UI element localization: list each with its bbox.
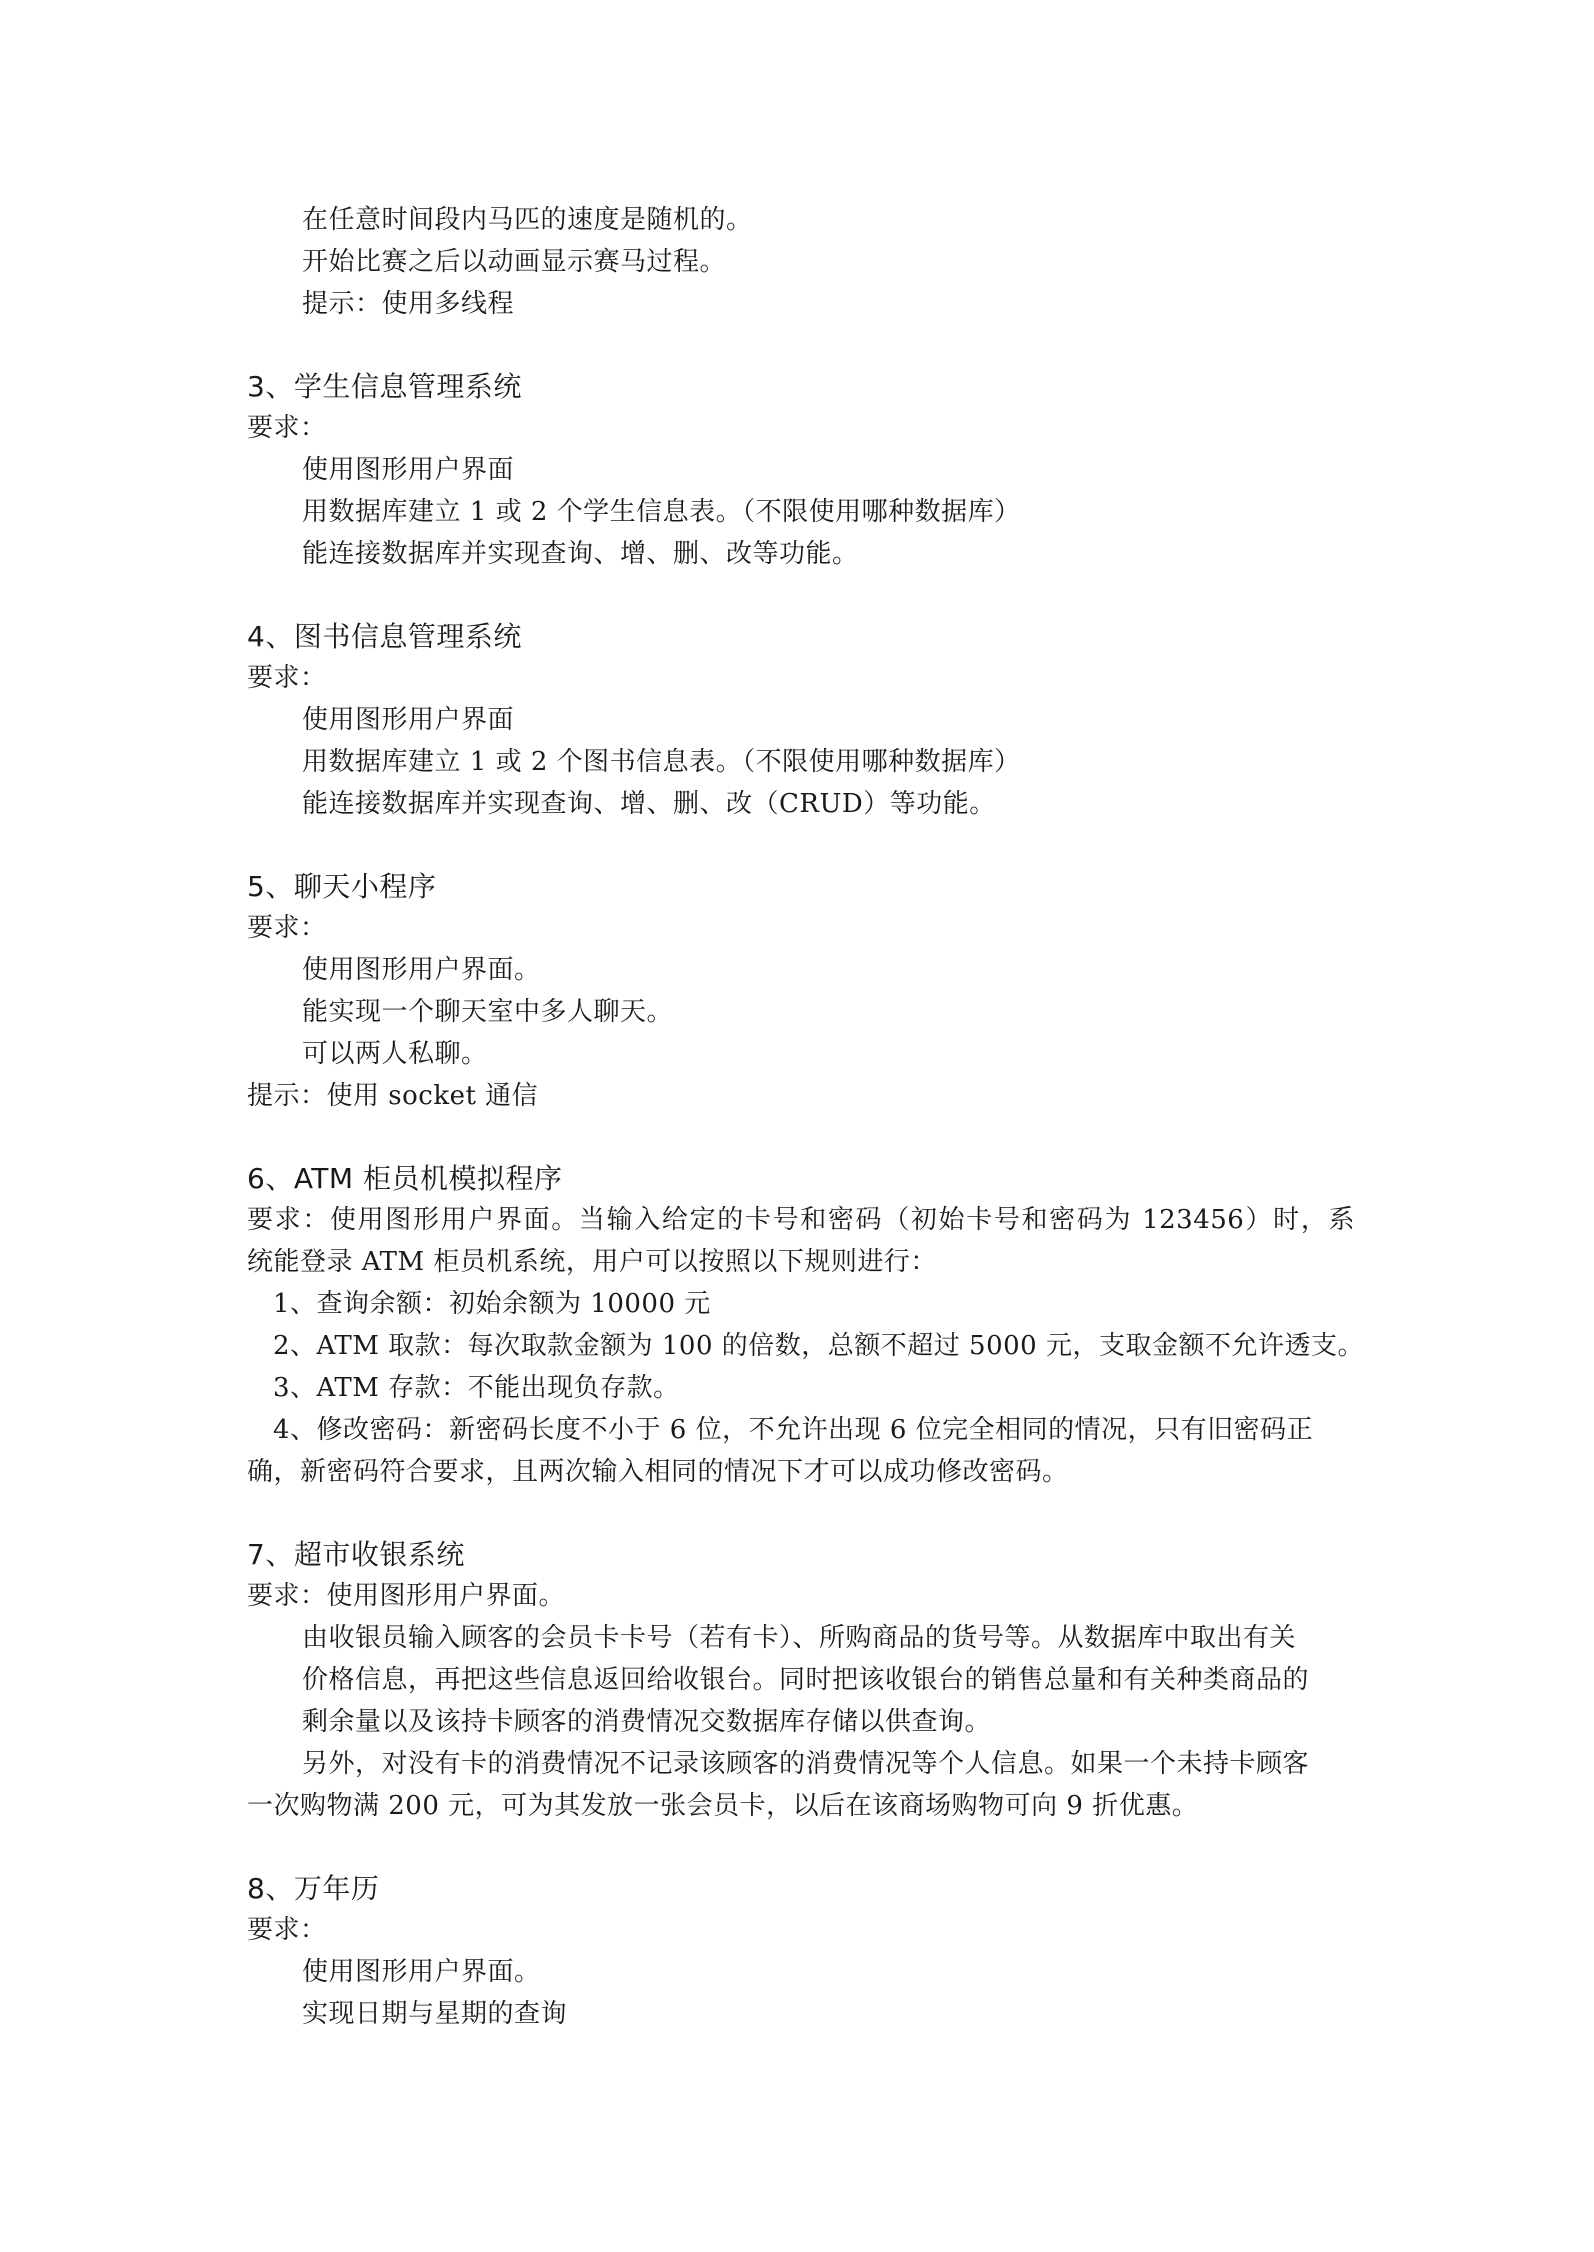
section-8-line: 使用图形用户界面。 — [302, 1957, 541, 1987]
section-5-line: 可以两人私聊。 — [302, 1039, 488, 1069]
section-7-paragraph-line: 另外，对没有卡的消费情况不记录该顾客的消费情况等个人信息。如果一个未持卡顾客 — [302, 1749, 1310, 1779]
section-6-rule-continuation: 确，新密码符合要求，且两次输入相同的情况下才可以成功修改密码。 — [247, 1457, 1069, 1487]
section-3-line: 用数据库建立 1 或 2 个学生信息表。（不限使用哪种数据库） — [302, 497, 1021, 527]
section-7-heading: 7、超市收银系统 — [247, 1538, 465, 1571]
section-5-requirements-label: 要求： — [247, 913, 327, 943]
section-5-line: 使用图形用户界面。 — [302, 955, 541, 985]
section-6-requirements-line: 统能登录 ATM 柜员机系统，用户可以按照以下规则进行： — [247, 1247, 937, 1277]
section-7-paragraph-line: 价格信息，再把这些信息返回给收银台。同时把该收银台的销售总量和有关种类商品的 — [302, 1665, 1310, 1695]
section-4-line: 使用图形用户界面 — [302, 705, 515, 735]
section-8-line: 实现日期与星期的查询 — [302, 1999, 568, 2029]
section-4-heading: 4、图书信息管理系统 — [247, 620, 522, 653]
section-5-heading: 5、聊天小程序 — [247, 870, 437, 903]
section-5-line: 能实现一个聊天室中多人聊天。 — [302, 997, 674, 1027]
section-4-line: 能连接数据库并实现查询、增、删、改（CRUD）等功能。 — [302, 789, 996, 819]
section-5-hint: 提示：使用 socket 通信 — [247, 1081, 539, 1111]
section-4-line: 用数据库建立 1 或 2 个图书信息表。（不限使用哪种数据库） — [302, 747, 1021, 777]
section-6-rule: 4、修改密码：新密码长度不小于 6 位，不允许出现 6 位完全相同的情况，只有旧密码正 — [273, 1415, 1314, 1445]
section-6-heading: 6、ATM 柜员机模拟程序 — [247, 1162, 563, 1195]
section-3-line: 使用图形用户界面 — [302, 455, 515, 485]
section-6-rule: 2、ATM 取款：每次取款金额为 100 的倍数，总额不超过 5000 元，支取金额不允许透支。 — [273, 1331, 1364, 1361]
section-6-rule: 1、查询余额：初始余额为 10000 元 — [273, 1289, 711, 1319]
section-6-requirements-line: 要求：使用图形用户界面。当输入给定的卡号和密码（初始卡号和密码为 123456）时，系 — [247, 1205, 1355, 1235]
section-3-heading: 3、学生信息管理系统 — [247, 370, 522, 403]
section-4-requirements-label: 要求： — [247, 663, 327, 693]
section-8-requirements-label: 要求： — [247, 1915, 327, 1945]
section-3-requirements-label: 要求： — [247, 413, 327, 443]
section-6-rule: 3、ATM 存款：不能出现负存款。 — [273, 1373, 680, 1403]
intro-hint: 提示：使用多线程 — [302, 289, 515, 319]
intro-line: 在任意时间段内马匹的速度是随机的。 — [302, 205, 753, 235]
intro-line: 开始比赛之后以动画显示赛马过程。 — [302, 247, 727, 277]
section-7-paragraph-line: 剩余量以及该持卡顾客的消费情况交数据库存储以供查询。 — [302, 1707, 992, 1737]
section-3-line: 能连接数据库并实现查询、增、删、改等功能。 — [302, 539, 859, 569]
section-7-requirements-label: 要求：使用图形用户界面。 — [247, 1581, 566, 1611]
section-7-paragraph-line: 由收银员输入顾客的会员卡卡号（若有卡）、所购商品的货号等。从数据库中取出有关 — [302, 1623, 1297, 1653]
section-7-paragraph-line: 一次购物满 200 元，可为其发放一张会员卡，以后在该商场购物可向 9 折优惠。 — [247, 1791, 1199, 1821]
section-8-heading: 8、万年历 — [247, 1872, 380, 1905]
